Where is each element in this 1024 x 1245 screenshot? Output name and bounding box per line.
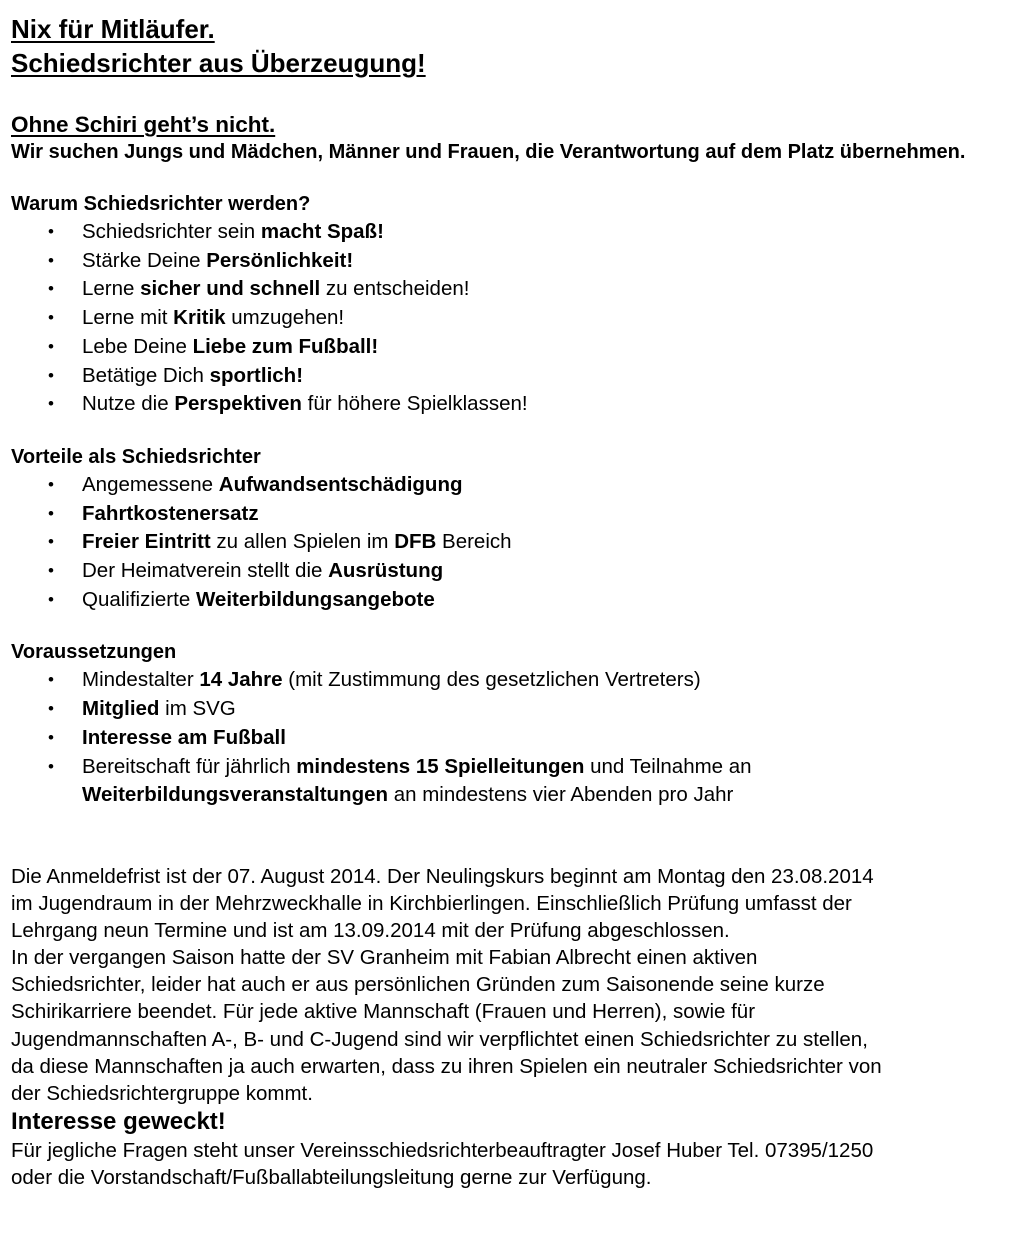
- item-text: Betätige Dich: [82, 363, 210, 387]
- item-bold-text: Freier Eintritt: [82, 530, 211, 554]
- paragraph-line: Für jegliche Fragen steht unser Vereinsschiedsrichterbeauftragter Josef Huber Tel. 07395/1250: [11, 1138, 874, 1162]
- bullet-icon: •: [48, 756, 54, 776]
- item-bold-text: Interesse am Fußball: [82, 725, 286, 749]
- paragraph-line: Schiedsrichter, leider hat auch er aus persönlichen Gründen zum Saisonende seine kurze: [11, 973, 825, 997]
- cta-heading: Interesse geweckt!: [11, 1107, 226, 1135]
- intro-text: Wir suchen Jungs und Mädchen, Männer und Frauen, die Verantwortung auf dem Platz übernehmen.: [11, 141, 966, 163]
- item-bold-text: Mitglied: [82, 697, 160, 721]
- item-bold-text: Liebe zum Fußball!: [192, 334, 379, 358]
- list-item: [11, 695, 1015, 724]
- section-vorteile: [11, 443, 1015, 615]
- list-item: [11, 666, 1015, 695]
- item-text: Angemessene: [82, 472, 219, 496]
- paragraph-line: In der vergangen Saison hatte der SV Granheim mit Fabian Albrecht einen aktiven: [11, 946, 758, 970]
- item-text: und Teilnahme an: [584, 754, 752, 778]
- paragraph-line: Schirikarriere beendet. Für jede aktive Mannschaft (Frauen und Herren), sowie für: [11, 1000, 756, 1024]
- item-text: Stärke Deine: [82, 248, 207, 272]
- item-text: an mindestens vier Abenden pro Jahr: [388, 783, 734, 807]
- item-text: Der Heimatverein stellt die: [82, 559, 329, 583]
- list-item: [11, 557, 1015, 586]
- paragraph-line: Die Anmeldefrist ist der 07. August 2014. Der Neulingskurs beginnt am Montag den 23.08.2014: [11, 864, 874, 888]
- list-item: [11, 500, 1015, 529]
- item-text: zu entscheiden!: [320, 277, 470, 301]
- bullet-list-voraussetzungen: [11, 666, 1015, 810]
- item-text: umzugehen!: [225, 306, 345, 330]
- main-title-line-1: Nix für Mitläufer.: [11, 14, 215, 44]
- item-bold-text: Weiterbildungsveranstaltungen: [82, 783, 389, 807]
- bullet-icon: •: [48, 308, 54, 328]
- paragraph-line: der Schiedsrichtergruppe kommt.: [11, 1081, 313, 1105]
- item-bold-text: Aufwandsentschädigung: [218, 472, 463, 496]
- spacer: [11, 810, 1015, 863]
- item-bold-text: sportlich!: [209, 363, 304, 387]
- list-item: [11, 586, 1015, 615]
- item-bold-text: macht Spaß!: [260, 220, 384, 243]
- item-text: Bereich: [436, 530, 512, 554]
- paragraph-line: oder die Vorstandschaft/Fußballabteilungsleitung gerne zur Verfügung.: [11, 1165, 652, 1189]
- paragraph-line: Jugendmannschaften A-, B- und C-Jugend sind wir verpflichtet einen Schiedsrichter zu stellen,: [11, 1027, 868, 1051]
- section-heading-warum: Warum Schiedsrichter werden?: [11, 193, 311, 215]
- bullet-icon: •: [48, 532, 54, 552]
- item-text: Lerne mit: [82, 306, 174, 330]
- bullet-list-vorteile: [11, 471, 1015, 615]
- bullet-icon: •: [48, 503, 54, 523]
- list-item: [11, 247, 1015, 276]
- bullet-icon: •: [48, 561, 54, 581]
- main-title-line-2: Schiedsrichter aus Überzeugung!: [11, 48, 426, 78]
- item-bold-text: 14 Jahre: [199, 668, 283, 692]
- item-bold-text: Fahrtkostenersatz: [82, 501, 259, 525]
- section-voraussetzungen: [11, 638, 1015, 810]
- paragraph-line: Lehrgang neun Termine und ist am 13.09.2014 mit der Prüfung abgeschlossen.: [11, 919, 730, 943]
- paragraph-kontakt: [11, 1137, 1015, 1191]
- item-text: Nutze die: [82, 392, 175, 416]
- item-text: Lebe Deine: [82, 334, 193, 358]
- item-bold-text: Persönlichkeit!: [206, 248, 354, 272]
- list-item: [11, 471, 1015, 500]
- item-text: Schiedsrichter sein: [82, 220, 261, 243]
- list-item: [11, 275, 1015, 304]
- list-item: [11, 390, 1015, 419]
- item-bold-text: sicher und schnell: [140, 277, 321, 301]
- bullet-icon: •: [48, 699, 54, 719]
- list-item: [11, 304, 1015, 333]
- item-text: Qualifizierte: [82, 587, 196, 611]
- item-bold-text: Weiterbildungsangebote: [195, 587, 435, 611]
- list-item: [11, 333, 1015, 362]
- paragraph-line: im Jugendraum in der Mehrzweckhalle in Kirchbierlingen. Einschließlich Prüfung umfasst der: [11, 892, 852, 916]
- item-bold-text: Perspektiven: [174, 392, 302, 416]
- paragraph-kursinfo: [11, 863, 1015, 1107]
- item-text: Mindestalter: [82, 668, 200, 692]
- item-text: zu allen Spielen im: [210, 530, 395, 554]
- section-heading-voraussetzungen: Voraussetzungen: [11, 641, 177, 664]
- list-item: [11, 724, 1015, 753]
- item-text: für höhere Spielklassen!: [301, 392, 528, 416]
- document-page: [11, 12, 1015, 1191]
- bullet-icon: •: [48, 394, 54, 414]
- list-item: [11, 753, 1015, 810]
- bullet-icon: •: [48, 727, 54, 747]
- main-title: [11, 12, 1015, 80]
- item-bold-text: DFB: [394, 530, 437, 554]
- bullet-icon: •: [48, 222, 54, 241]
- bullet-icon: •: [48, 474, 54, 494]
- list-item: [11, 218, 1015, 247]
- bullet-icon: •: [48, 365, 54, 385]
- bullet-icon: •: [48, 670, 54, 690]
- section-warum: [11, 190, 1015, 419]
- item-text: im SVG: [159, 697, 236, 721]
- list-item: [11, 528, 1015, 557]
- paragraph-line: da diese Mannschaften ja auch erwarten, dass zu ihren Spielen ein neutraler Schiedsrichter von: [11, 1054, 882, 1078]
- item-text: Bereitschaft für jährlich: [82, 754, 297, 778]
- item-text: (mit Zustimmung des gesetzlichen Vertreters): [282, 668, 701, 692]
- bullet-icon: •: [48, 250, 54, 270]
- item-text: Lerne: [82, 277, 141, 301]
- bullet-icon: •: [48, 589, 54, 609]
- item-bold-text: Kritik: [173, 306, 226, 330]
- section-heading-vorteile: Vorteile als Schiedsrichter: [11, 445, 261, 468]
- bullet-icon: •: [48, 279, 54, 299]
- item-bold-text: mindestens 15 Spielleitungen: [296, 754, 585, 778]
- bullet-icon: •: [48, 336, 54, 356]
- list-item: [11, 362, 1015, 391]
- subtitle: Ohne Schiri geht’s nicht.: [11, 112, 276, 137]
- bullet-list-warum: [11, 218, 1015, 419]
- item-bold-text: Ausrüstung: [328, 559, 444, 583]
